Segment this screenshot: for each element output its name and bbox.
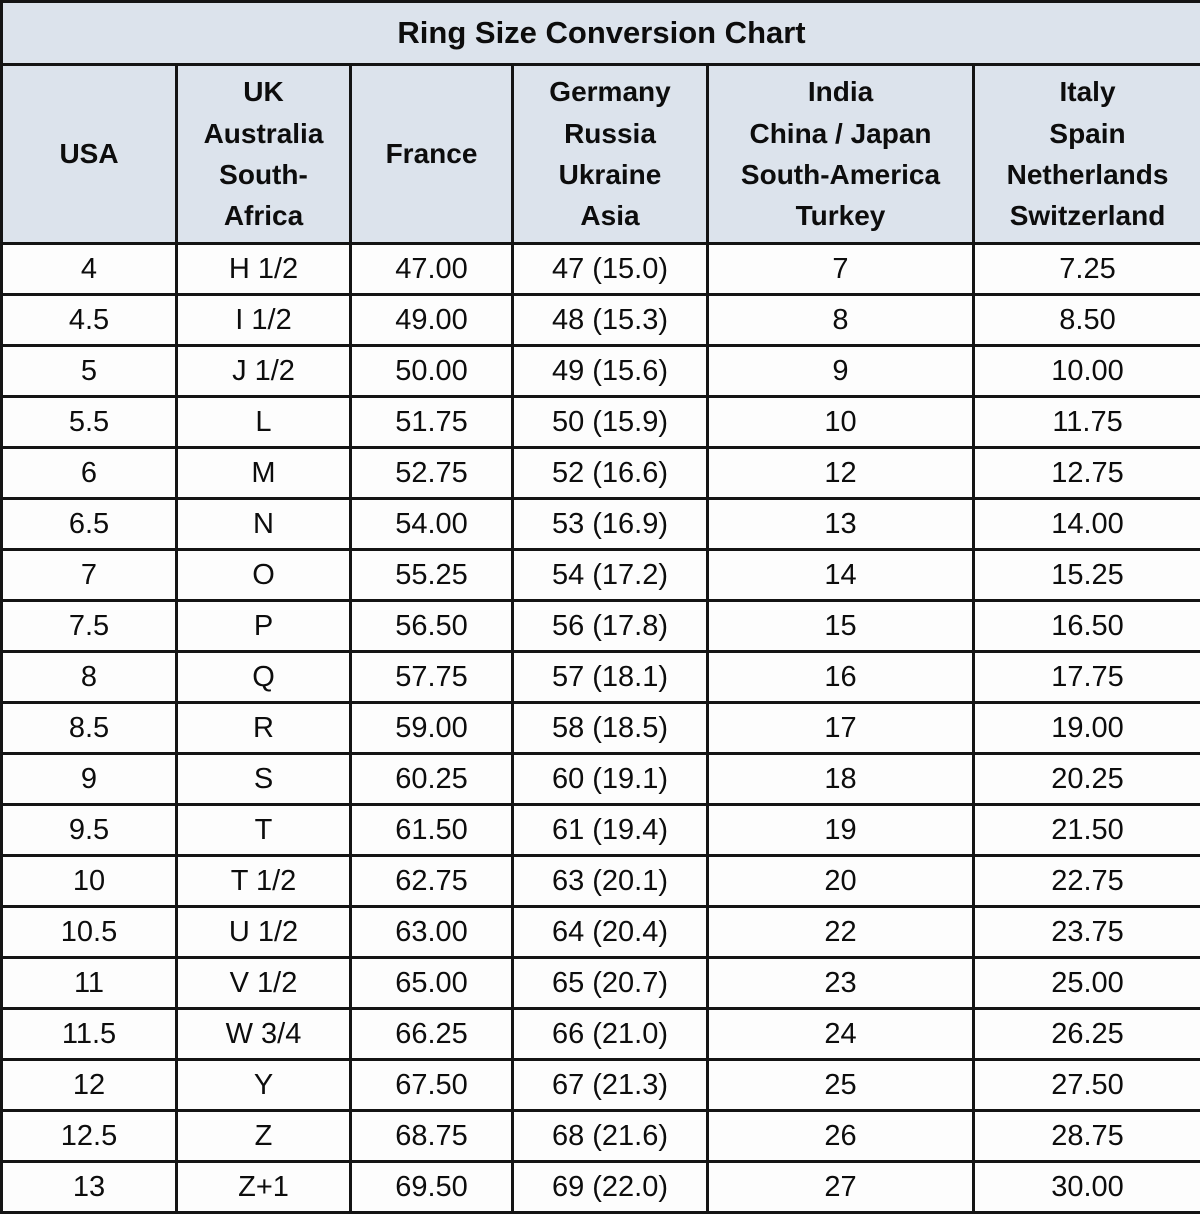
cell: 64 (20.4) bbox=[513, 907, 708, 958]
column-header-india-china-japan-south-america-turkey bbox=[708, 65, 974, 244]
cell: 21.50 bbox=[974, 805, 1200, 856]
column-header-line: France bbox=[352, 133, 511, 174]
cell: 63.00 bbox=[351, 907, 513, 958]
column-header-line: Turkey bbox=[709, 195, 972, 236]
column-header-line: Africa bbox=[178, 195, 349, 236]
table-row bbox=[2, 448, 1200, 499]
chart-title: Ring Size Conversion Chart bbox=[2, 2, 1200, 65]
cell: 7 bbox=[2, 550, 177, 601]
cell: 49 (15.6) bbox=[513, 346, 708, 397]
column-header-usa bbox=[2, 65, 177, 244]
cell: 68.75 bbox=[351, 1111, 513, 1162]
table-row bbox=[2, 601, 1200, 652]
cell: 53 (16.9) bbox=[513, 499, 708, 550]
column-header-line: Ukraine bbox=[514, 154, 706, 195]
cell: 25 bbox=[708, 1060, 974, 1111]
cell: 18 bbox=[708, 754, 974, 805]
table-row bbox=[2, 295, 1200, 346]
cell: 60.25 bbox=[351, 754, 513, 805]
cell: 26 bbox=[708, 1111, 974, 1162]
cell: 20.25 bbox=[974, 754, 1200, 805]
cell: 9 bbox=[2, 754, 177, 805]
column-header-uk-australia-south-africa bbox=[177, 65, 351, 244]
cell: 16 bbox=[708, 652, 974, 703]
column-header-line: Netherlands bbox=[975, 154, 1200, 195]
cell: 69.50 bbox=[351, 1162, 513, 1213]
cell: 7 bbox=[708, 244, 974, 295]
cell: 4 bbox=[2, 244, 177, 295]
cell: 13 bbox=[2, 1162, 177, 1213]
column-header-line: India bbox=[709, 71, 972, 112]
cell: 15 bbox=[708, 601, 974, 652]
table-header bbox=[2, 2, 1200, 244]
table-row bbox=[2, 907, 1200, 958]
cell: S bbox=[177, 754, 351, 805]
table-row bbox=[2, 754, 1200, 805]
column-header-line: South- bbox=[178, 154, 349, 195]
cell: 59.00 bbox=[351, 703, 513, 754]
cell: 25.00 bbox=[974, 958, 1200, 1009]
column-header-line: UK bbox=[178, 71, 349, 112]
cell: 67 (21.3) bbox=[513, 1060, 708, 1111]
cell: 11.75 bbox=[974, 397, 1200, 448]
cell: 17.75 bbox=[974, 652, 1200, 703]
cell: 66 (21.0) bbox=[513, 1009, 708, 1060]
cell: 67.50 bbox=[351, 1060, 513, 1111]
column-header-line: Russia bbox=[514, 113, 706, 154]
cell: 27.50 bbox=[974, 1060, 1200, 1111]
cell: 30.00 bbox=[974, 1162, 1200, 1213]
column-header-line: Asia bbox=[514, 195, 706, 236]
cell: 8 bbox=[708, 295, 974, 346]
cell: 65.00 bbox=[351, 958, 513, 1009]
cell: M bbox=[177, 448, 351, 499]
cell: 28.75 bbox=[974, 1111, 1200, 1162]
cell: 54.00 bbox=[351, 499, 513, 550]
column-header-line: South-America bbox=[709, 154, 972, 195]
cell: 56 (17.8) bbox=[513, 601, 708, 652]
cell: 10 bbox=[708, 397, 974, 448]
cell: 52.75 bbox=[351, 448, 513, 499]
cell: 69 (22.0) bbox=[513, 1162, 708, 1213]
cell: 22.75 bbox=[974, 856, 1200, 907]
cell: I 1/2 bbox=[177, 295, 351, 346]
table-row bbox=[2, 244, 1200, 295]
cell: W 3/4 bbox=[177, 1009, 351, 1060]
cell: 6 bbox=[2, 448, 177, 499]
cell: 58 (18.5) bbox=[513, 703, 708, 754]
cell: 10.00 bbox=[974, 346, 1200, 397]
cell: 26.25 bbox=[974, 1009, 1200, 1060]
column-header-italy-spain-netherlands-switzerland bbox=[974, 65, 1200, 244]
cell: 20 bbox=[708, 856, 974, 907]
cell: 8 bbox=[2, 652, 177, 703]
cell: 6.5 bbox=[2, 499, 177, 550]
cell: 49.00 bbox=[351, 295, 513, 346]
table-row bbox=[2, 1111, 1200, 1162]
column-header-line: Switzerland bbox=[975, 195, 1200, 236]
cell: 61.50 bbox=[351, 805, 513, 856]
cell: 68 (21.6) bbox=[513, 1111, 708, 1162]
cell: 11.5 bbox=[2, 1009, 177, 1060]
column-header-row bbox=[2, 65, 1200, 244]
cell: O bbox=[177, 550, 351, 601]
cell: 19.00 bbox=[974, 703, 1200, 754]
cell: 57.75 bbox=[351, 652, 513, 703]
cell: 54 (17.2) bbox=[513, 550, 708, 601]
table-row bbox=[2, 958, 1200, 1009]
cell: 63 (20.1) bbox=[513, 856, 708, 907]
cell: R bbox=[177, 703, 351, 754]
cell: Y bbox=[177, 1060, 351, 1111]
cell: 7.25 bbox=[974, 244, 1200, 295]
cell: 19 bbox=[708, 805, 974, 856]
table-row bbox=[2, 856, 1200, 907]
table-row bbox=[2, 550, 1200, 601]
column-header-line: Germany bbox=[514, 71, 706, 112]
table-row bbox=[2, 397, 1200, 448]
cell: 14 bbox=[708, 550, 974, 601]
cell: 13 bbox=[708, 499, 974, 550]
cell: 66.25 bbox=[351, 1009, 513, 1060]
table-row bbox=[2, 1060, 1200, 1111]
cell: 15.25 bbox=[974, 550, 1200, 601]
cell: 27 bbox=[708, 1162, 974, 1213]
cell: 60 (19.1) bbox=[513, 754, 708, 805]
table-row bbox=[2, 1009, 1200, 1060]
column-header-france bbox=[351, 65, 513, 244]
cell: 47.00 bbox=[351, 244, 513, 295]
title-row bbox=[2, 2, 1200, 65]
cell: 47 (15.0) bbox=[513, 244, 708, 295]
cell: 5.5 bbox=[2, 397, 177, 448]
cell: 11 bbox=[2, 958, 177, 1009]
cell: 51.75 bbox=[351, 397, 513, 448]
table-row bbox=[2, 499, 1200, 550]
cell: 23 bbox=[708, 958, 974, 1009]
cell: 50.00 bbox=[351, 346, 513, 397]
cell: P bbox=[177, 601, 351, 652]
cell: U 1/2 bbox=[177, 907, 351, 958]
table-row bbox=[2, 703, 1200, 754]
cell: 10 bbox=[2, 856, 177, 907]
cell: 22 bbox=[708, 907, 974, 958]
column-header-line: Italy bbox=[975, 71, 1200, 112]
cell: T 1/2 bbox=[177, 856, 351, 907]
table-row bbox=[2, 805, 1200, 856]
cell: 61 (19.4) bbox=[513, 805, 708, 856]
cell: Z bbox=[177, 1111, 351, 1162]
table-row bbox=[2, 652, 1200, 703]
column-header-line: Spain bbox=[975, 113, 1200, 154]
cell: 56.50 bbox=[351, 601, 513, 652]
cell: 14.00 bbox=[974, 499, 1200, 550]
column-header-line: China / Japan bbox=[709, 113, 972, 154]
cell: 12.5 bbox=[2, 1111, 177, 1162]
cell: 12 bbox=[708, 448, 974, 499]
cell: T bbox=[177, 805, 351, 856]
cell: 7.5 bbox=[2, 601, 177, 652]
cell: 65 (20.7) bbox=[513, 958, 708, 1009]
column-header-germany-russia-ukraine-asia bbox=[513, 65, 708, 244]
cell: 23.75 bbox=[974, 907, 1200, 958]
cell: 50 (15.9) bbox=[513, 397, 708, 448]
cell: 24 bbox=[708, 1009, 974, 1060]
cell: 4.5 bbox=[2, 295, 177, 346]
column-header-line: Australia bbox=[178, 113, 349, 154]
table-row bbox=[2, 346, 1200, 397]
cell: Q bbox=[177, 652, 351, 703]
cell: V 1/2 bbox=[177, 958, 351, 1009]
cell: 52 (16.6) bbox=[513, 448, 708, 499]
cell: N bbox=[177, 499, 351, 550]
cell: 12.75 bbox=[974, 448, 1200, 499]
cell: 9.5 bbox=[2, 805, 177, 856]
cell: 10.5 bbox=[2, 907, 177, 958]
column-header-line: USA bbox=[3, 133, 175, 174]
cell: 8.5 bbox=[2, 703, 177, 754]
cell: 48 (15.3) bbox=[513, 295, 708, 346]
cell: J 1/2 bbox=[177, 346, 351, 397]
cell: 17 bbox=[708, 703, 974, 754]
table-row bbox=[2, 1162, 1200, 1213]
cell: 8.50 bbox=[974, 295, 1200, 346]
cell: H 1/2 bbox=[177, 244, 351, 295]
cell: 5 bbox=[2, 346, 177, 397]
cell: 9 bbox=[708, 346, 974, 397]
table-body bbox=[2, 244, 1200, 1213]
cell: 57 (18.1) bbox=[513, 652, 708, 703]
cell: 16.50 bbox=[974, 601, 1200, 652]
cell: 55.25 bbox=[351, 550, 513, 601]
cell: Z+1 bbox=[177, 1162, 351, 1213]
cell: L bbox=[177, 397, 351, 448]
cell: 62.75 bbox=[351, 856, 513, 907]
cell: 12 bbox=[2, 1060, 177, 1111]
